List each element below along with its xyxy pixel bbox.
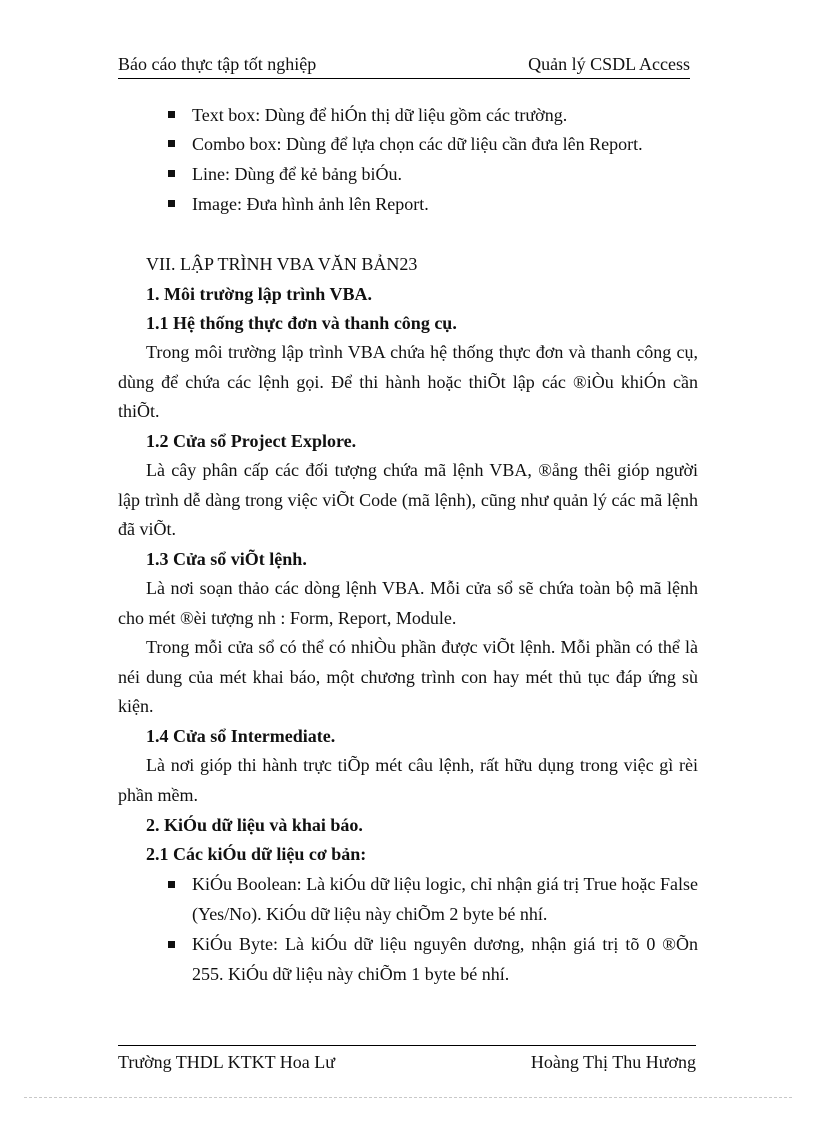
bullet-text: KiÓu Boolean: Là kiÓu dữ liệu logic, chỉ nhận giá trị True hoặc False (Yes/No). KiÓu dữ liệu này chiÕm 2 byte bé nhí. [192, 874, 698, 924]
footer-left-text: Trường THDL KTKT Hoa Lư [118, 1052, 336, 1072]
square-bullet-icon [168, 200, 175, 207]
section-title: VII. LẬP TRÌNH VBA VĂN BẢN23 [146, 254, 418, 274]
heading-1-2: 1.2 Cửa sổ Project Explore. [146, 431, 357, 451]
bullet-text: Text box: Dùng để hiÓn thị dữ liệu gồm các trường. [192, 105, 568, 125]
square-bullet-icon [168, 881, 175, 888]
paragraph: Là nơi gióp thi hành trực tiÕp mét câu lệnh, rất hữu dụng trong việc gì rèi phần mềm. [118, 755, 698, 805]
heading-1-4: 1.4 Cửa sổ Intermediate. [146, 726, 336, 746]
square-bullet-icon [168, 941, 175, 948]
bullet-item [168, 870, 698, 929]
paragraph: Trong môi trường lập trình VBA chứa hệ thống thực đơn và thanh công cụ, dùng để chứa các lệnh gọi. Để thi hành hoặc thiÕt lập các ®iÒu khiÓn cần thiÕt. [118, 342, 698, 421]
bullet-text: Image: Đưa hình ảnh lên Report. [192, 194, 429, 214]
paragraph: Trong mỗi cửa sổ có thể có nhiÒu phần được viÕt lệnh. Mỗi phần có thể là néi dung của mét khai báo, một chương trình con hay mét thủ tục đáp ứng sù kiện. [118, 637, 698, 716]
bullet-text: KiÓu Byte: Là kiÓu dữ liệu nguyên dương, nhận giá trị tõ 0 ®Õn 255. KiÓu dữ liệu này chiÕm 1 byte bé nhí. [192, 934, 698, 984]
bullet-text: Combo box: Dùng để lựa chọn các dữ liệu cần đưa lên Report. [192, 134, 643, 154]
heading-1-1: 1.1 Hệ thống thực đơn và thanh công cụ. [146, 313, 457, 333]
header-right-title: Quản lý CSDL Access [528, 54, 690, 74]
page-header [118, 52, 690, 79]
header-left-title: Báo cáo thực tập tốt nghiệp [118, 54, 317, 74]
square-bullet-icon [168, 111, 175, 118]
page-bottom-divider [24, 1097, 792, 1098]
page-footer [118, 1045, 696, 1073]
heading-1: 1. Môi trường lập trình VBA. [146, 284, 372, 304]
footer-right-text: Hoàng Thị Thu Hương [530, 1052, 696, 1072]
heading-1-3: 1.3 Cửa sổ viÕt lệnh. [146, 549, 307, 569]
square-bullet-icon [168, 140, 175, 147]
square-bullet-icon [168, 170, 175, 177]
heading-2-1: 2.1 Các kiÓu dữ liệu cơ bản: [146, 844, 367, 864]
heading-2: 2. KiÓu dữ liệu và khai báo. [146, 815, 363, 835]
paragraph: Là nơi soạn thảo các dòng lệnh VBA. Mỗi cửa sổ sẽ chứa toàn bộ mã lệnh cho mét ®èi tượng nh : Form, Report, Module. [118, 578, 698, 628]
paragraph: Là cây phân cấp các đối tượng chứa mã lệnh VBA, ®ång thêi gióp người lập trình dễ dàng trong việc viÕt Code (mã lệnh), cũng như quản lý các mã lệnh đã viÕt. [118, 460, 698, 539]
bullet-item [168, 930, 698, 989]
bullet-text: Line: Dùng để kẻ bảng biÓu. [192, 164, 402, 184]
